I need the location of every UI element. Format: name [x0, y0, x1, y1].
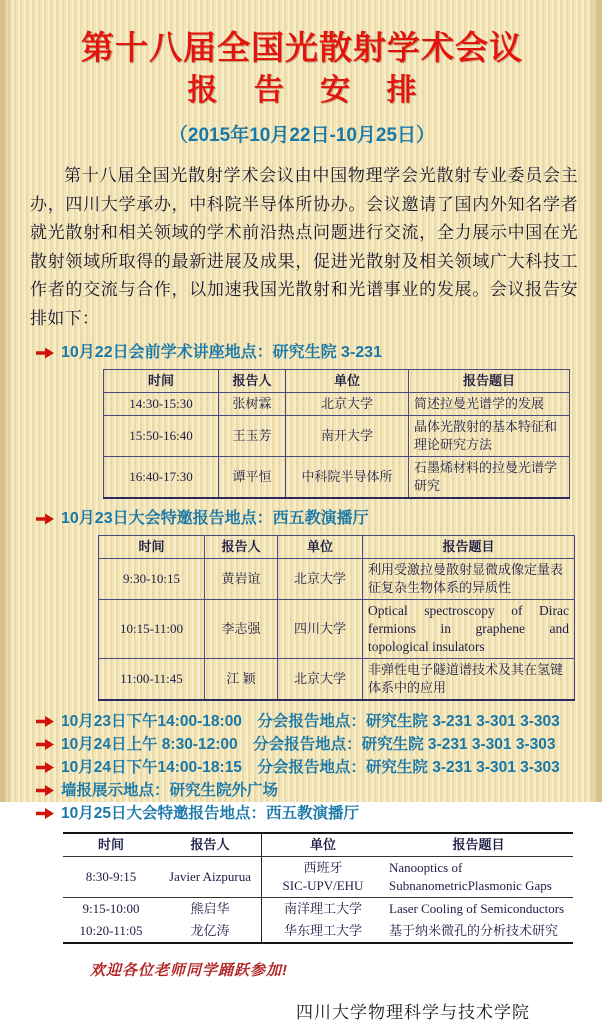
cell-title: Nanooptics of SubnanometricPlasmonic Gaps — [384, 857, 573, 898]
section-heading-label: 10月25日大会特邀报告地点：西五教演播厅 — [61, 805, 359, 822]
cell-speaker: Javier Aizpurua — [159, 857, 262, 898]
cell-title: 基于纳米微孔的分析技术研究 — [389, 923, 559, 938]
table-row — [104, 457, 570, 499]
col-header-time: 时间 — [63, 833, 159, 857]
arrow-bullet-icon — [36, 808, 54, 819]
cell-time: 10:15-11:00 — [99, 600, 205, 659]
table-row — [63, 898, 573, 921]
section-heading-label: 10月23日大会特邀报告地点：西五教演播厅 — [61, 510, 369, 527]
unit-country: 西班牙 — [303, 860, 343, 875]
cell-time: 11:00-11:45 — [99, 659, 205, 701]
cell-speaker: 谭平恒 — [219, 457, 286, 499]
section-heading-label: 10月22日会前学术讲座地点：研究生院 3-231 — [61, 344, 382, 361]
cell-unit — [262, 857, 385, 898]
plenary-table-oct25 — [63, 832, 573, 944]
cell-unit: 南开大学 — [286, 416, 409, 457]
cell-time: 10:20-11:05 — [79, 923, 143, 938]
cell-unit: 华东理工大学 — [262, 920, 385, 943]
cell-time: 16:40-17:30 — [104, 457, 219, 499]
list-item-label: 10月24日上午 8:30-12:00 分会报告地点：研究生院 3-231 3-301 3-303 — [61, 736, 556, 753]
arrow-bullet-icon — [36, 762, 54, 773]
poster-title: 第十八届全国光散射学术会议 — [81, 29, 523, 66]
arrow-bullet-icon — [36, 739, 54, 750]
col-header-speaker: 报告人 — [219, 370, 286, 393]
cell-unit: 北京大学 — [278, 559, 363, 600]
cell-speaker: 张树霖 — [219, 393, 286, 416]
cell-speaker: 江 颖 — [205, 659, 278, 701]
cell-speaker: 黄岩谊 — [205, 559, 278, 600]
organizer-signature: 四川大学物理科学与技术学院 — [296, 1003, 530, 1022]
poster-subtitle: 报 告 安 排 — [187, 74, 431, 107]
cell-speaker: 龙亿涛 — [190, 923, 230, 938]
list-item-label: 10月24日下午14:00-18:15 分会报告地点：研究生院 3-231 3-301 3-303 — [61, 759, 560, 776]
col-header-unit: 单位 — [286, 370, 409, 393]
col-header-time: 时间 — [104, 370, 219, 393]
col-header-title: 报告题目 — [363, 536, 575, 559]
col-header-title: 报告题目 — [384, 833, 573, 857]
col-header-speaker: 报告人 — [205, 536, 278, 559]
arrow-bullet-icon — [36, 348, 54, 359]
table-row — [63, 920, 573, 943]
list-item-label: 10月23日下午14:00-18:00 分会报告地点：研究生院 3-231 3-301 3-303 — [61, 713, 560, 730]
section-heading-oct25 — [36, 802, 574, 825]
table-header-row — [99, 536, 575, 559]
cell-time: 14:30-15:30 — [104, 393, 219, 416]
lecture-table-oct22 — [103, 369, 570, 499]
col-header-unit: 单位 — [278, 536, 363, 559]
list-item-label: 墙报展示地点：研究生院外广场 — [61, 782, 279, 799]
list-item-oct24-am — [36, 733, 574, 756]
table-header-row — [63, 833, 573, 857]
cell-unit: 北京大学 — [286, 393, 409, 416]
intro-paragraph: 第十八届全国光散射学术会议由中国物理学会光散射专业委员会主办，四川大学承办，中科院半导体所协办。会议邀请了国内外知名学者就光散射和相关领域的学术前沿热点问题进行交流，全力展示中国在光散射领域所取得的最新进展及成果，促进光散射及相关领域广大科技工作者的交流与合作，以加速我国光散射和光谱事业的发展。会议报告安排如下： — [30, 166, 578, 328]
table-row — [63, 857, 573, 898]
table-row — [99, 600, 575, 659]
section-heading-oct22 — [36, 342, 574, 364]
cell-unit: 北京大学 — [278, 659, 363, 701]
table-header-row — [104, 370, 570, 393]
cell-speaker: 熊启华 — [190, 901, 230, 916]
cell-title: 晶体光散射的基本特征和理论研究方法 — [409, 416, 570, 457]
cell-speaker: 李志强 — [205, 600, 278, 659]
plenary-table-oct23 — [98, 535, 575, 701]
cell-time: 9:15-10:00 — [82, 901, 140, 916]
arrow-bullet-icon — [36, 716, 54, 727]
table-row — [104, 416, 570, 457]
list-item-oct23-pm — [36, 710, 574, 733]
arrow-bullet-icon — [36, 514, 54, 525]
col-header-unit: 单位 — [262, 833, 385, 857]
cell-time: 9:30-10:15 — [99, 559, 205, 600]
arrow-bullet-icon — [36, 785, 54, 796]
table-row — [99, 659, 575, 701]
welcome-message: 欢迎各位老师同学踊跃参加! — [90, 962, 288, 979]
col-header-speaker: 报告人 — [159, 833, 262, 857]
session-location-list — [36, 710, 574, 825]
conference-dates: （2015年10月22日-10月25日） — [168, 125, 436, 146]
section-heading-oct23 — [36, 508, 574, 530]
list-item-oct24-pm — [36, 756, 574, 779]
table-row — [104, 393, 570, 416]
cell-unit: 中科院半导体所 — [286, 457, 409, 499]
cell-title: 简述拉曼光谱学的发展 — [409, 393, 570, 416]
list-item-poster-session — [36, 779, 574, 802]
cell-time: 8:30-9:15 — [63, 857, 159, 898]
table-row — [99, 559, 575, 600]
cell-time: 15:50-16:40 — [104, 416, 219, 457]
cell-unit: 四川大学 — [278, 600, 363, 659]
cell-title: Laser Cooling of Semiconductors — [389, 901, 565, 916]
cell-title: 利用受激拉曼散射显微成像定量表征复杂生物体系的异质性 — [363, 559, 575, 600]
cell-title: 石墨烯材料的拉曼光谱学研究 — [409, 457, 570, 499]
cell-unit: 南洋理工大学 — [262, 898, 385, 921]
cell-title: Optical spectroscopy of Dirac fermions in graphene and topological insulators — [363, 600, 575, 659]
col-header-title: 报告题目 — [409, 370, 570, 393]
cell-speaker: 王玉芳 — [219, 416, 286, 457]
col-header-time: 时间 — [99, 536, 205, 559]
unit-institute: SIC-UPV/EHU — [282, 878, 364, 893]
cell-title: 非弹性电子隧道谱技术及其在氢键体系中的应用 — [363, 659, 575, 701]
